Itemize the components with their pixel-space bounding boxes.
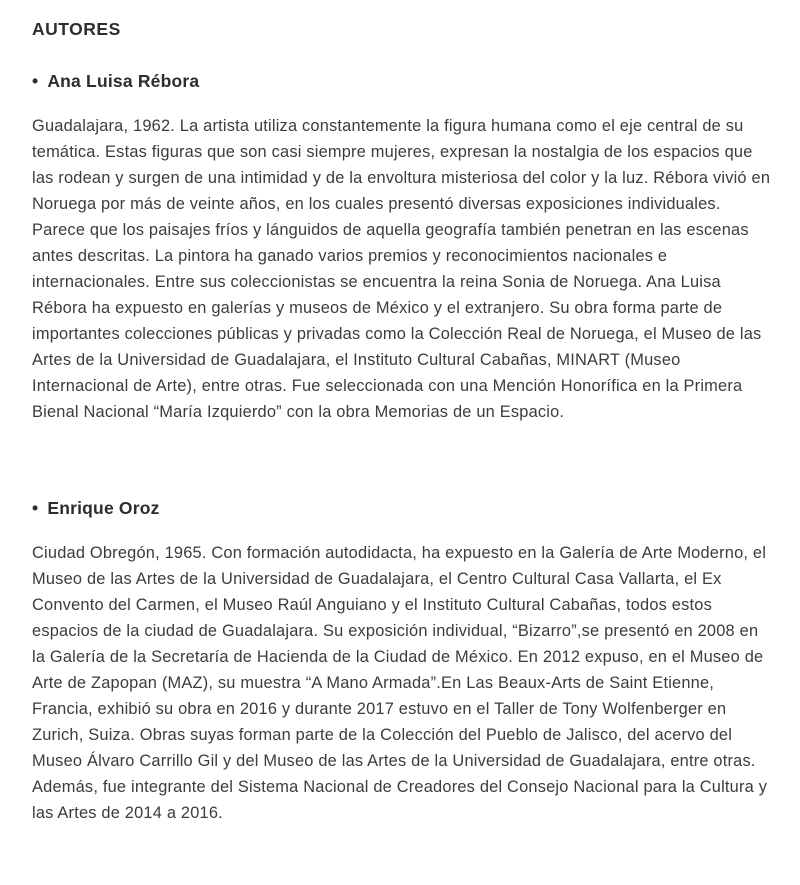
- author-name-oroz: Enrique Oroz: [47, 498, 160, 518]
- author-heading-oroz: [32, 497, 774, 519]
- author-section-oroz: [32, 497, 774, 826]
- author-heading-rebora: [32, 70, 774, 92]
- author-section-rebora: [32, 70, 774, 425]
- author-bio-rebora: Guadalajara, 1962. La artista utiliza constantemente la figura humana como el eje central de su temática. Estas figuras que son casi siempre mujeres, expresan la nostalgia de los espacios que las rodean y surgen de una intimidad y de la envoltura misteriosa del color y la luz. Rébora vivió en Noruega por más de veinte años, en los cuales presentó diversas exposiciones individuales. Parece que los paisajes fríos y lánguidos de aquella geografía también penetran en las escenas antes descritas. La pintora ha ganado varios premios y reconocimientos nacionales e internacionales. Entre sus coleccionistas se encuentra la reina Sonia de Noruega. Ana Luisa Rébora ha expuesto en galerías y museos de México y el extranjero. Su obra forma parte de importantes colecciones públicas y privadas como la Colección Real de Noruega, el Museo de las Artes de la Universidad de Guadalajara, el Instituto Cultural Cabañas, MINART (Museo Internacional de Arte), entre otras. Fue seleccionada con una Mención Honorífica en la Primera Bienal Nacional “María Izquierdo” con la obra Memorias de un Espacio.: [32, 117, 771, 421]
- bullet-marker: •: [32, 71, 39, 91]
- author-bio-oroz: Ciudad Obregón, 1965. Con formación autodidacta, ha expuesto en la Galería de Arte Moderno, el Museo de las Artes de la Universidad de Guadalajara, el Centro Cultural Casa Vallarta, el Ex Convento del Carmen, el Museo Raúl Anguiano y el Instituto Cultural Cabañas, todos estos espacios de la ciudad de Guadalajara. Su exposición individual, “Bizarro”,se presentó en 2008 en la Galería de la Secretaría de Hacienda de la Ciudad de México. En 2012 expuso, en el Museo de Arte de Zapopan (MAZ), su muestra “A Mano Armada”.En Las Beaux-Arts de Saint Etienne, Francia, exhibió su obra en 2016 y durante 2017 estuvo en el Taller de Tony Wolfenberger en Zurich, Suiza. Obras suyas forman parte de la Colección del Pueblo de Jalisco, del acervo del Museo Álvaro Carrillo Gil y del Museo de las Artes de la Universidad de Guadalajara, entre otras. Además, fue integrante del Sistema Nacional de Creadores del Consejo Nacional para la Cultura y las Artes de 2014 a 2016.: [32, 544, 768, 822]
- page-title: AUTORES: [32, 19, 121, 39]
- author-name-rebora: Ana Luisa Rébora: [47, 71, 200, 91]
- bullet-marker: •: [32, 498, 39, 518]
